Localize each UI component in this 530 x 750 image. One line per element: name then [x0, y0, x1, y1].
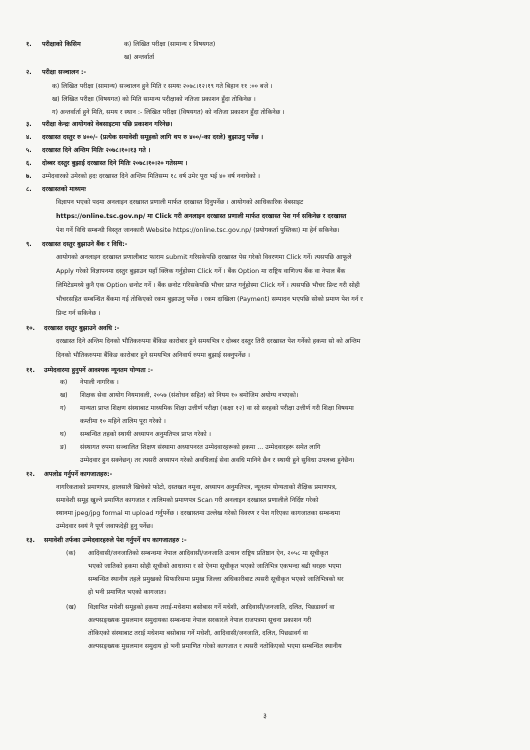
application-deadline: दरखास्त दिने अन्तिम मितिः २०७८।१०।१३ गते ।: [42, 147, 151, 154]
section-number: ११.: [26, 367, 35, 374]
section-number: १२.: [26, 471, 35, 478]
list-text: संस्थागत रुपमा सञ्चालित शिक्षण संस्थामा अध्यापनरत उम्मेदवारहरूको हकमा ... उम्मेदवारहरू समेत लागि: [80, 444, 321, 451]
section-number: ३.: [26, 121, 32, 128]
exam-center: परीक्षा केन्द्रः आयोगको वेबसाइटमा पछि प्रकाशन गरिनेछ।: [42, 121, 173, 128]
section-number: ६.: [26, 160, 32, 167]
section-title: दरखास्त दस्तुर बुझाउने बैंक र विधि:-: [42, 241, 128, 248]
section-title: परीक्षाको किसिम: [42, 41, 81, 48]
exam-schedule-c: ग) अन्तर्वार्ता हुने मिति, समय र स्थान :- लिखित परीक्षा (विषयगत) को नतिजा प्रकाशन हुँदा तोकिनेछ ।: [52, 109, 285, 116]
paragraph-line: पेश गर्ने विधि सम्बन्धी विस्तृत जानकारी Website https://online.tsc.gov.np/ (प्रयोगकर्ता पुस्तिका) मा हेर्न सकिनेछ।: [56, 227, 340, 234]
section-number: ९.: [26, 241, 32, 248]
paragraph-line: नागरिकताको प्रमाणपत्र, हालसालै खिचेको फोटो, दस्तखत नमूना, अध्यापन अनुमतिपत्र, न्यूनतम योग्यताको शैक्षिक प्रमाणपत्र,: [56, 484, 337, 491]
exam-schedule-a: क) लिखित परीक्षा (सामान्य) सञ्चालन हुने मिति र समयः २०७८।१२।१९ गते बिहान ११ :०० बजे ।: [52, 83, 273, 90]
section-6: [26, 159, 514, 168]
exam-type-a: क) लिखित परीक्षा (सामान्य र विषयगत): [124, 41, 216, 48]
list-text: अल्पसङ्ख्यक मुसलमान समुदायका सम्बन्धमा नेपाल सरकारले नेपाल राजपत्रमा सूचना प्रकाशन गरी: [88, 617, 312, 624]
qualification-list: [26, 378, 514, 465]
paragraph-line: https://online.tsc.gov.np/ मा Click गरी अनलाइन दरखास्त प्रणाली मार्फत दरखास्त पेश गर्न सकिनेछ र दरखास्त: [56, 213, 347, 220]
list-label: घ): [60, 431, 67, 438]
list-text: सम्बन्धित स्थानीय तहले प्रमुखको सिफारिसमा प्रमुख जिल्ला अधिकारीबाट त्यसरी सूचीकृत भएको जातिभित्रको थर: [88, 576, 344, 583]
paragraph-line: लिमिटेडमध्ये कुनै एक Option छनोट गर्ने । बैंक छनोट गरिसकेपछि भौचर प्राप्त गर्नुहोस्मा Click गर्ने । त्यसपछि भौचर प्रिन्ट गरी सोही: [56, 282, 360, 289]
list-label: ग): [60, 405, 67, 412]
paragraph-line: दिनको भौतिकरुपमा बैंकिङ कारोबार हुने समयभित्र अनिवार्य रुपमा बुझाई सक्नुपर्नेछ ।: [56, 352, 251, 359]
paragraph-line: उम्मेदवार स्वयं नै पूर्ण जवाफदेही हुनु पर्नेछ।: [56, 523, 154, 530]
list-label: (क): [66, 550, 76, 557]
section-1: [26, 40, 514, 49]
exam-schedule-b: ख) लिखित परीक्षा (विषयगत) को मिति सामान्य परीक्षाको नतिजा प्रकाशन हुँदा तोकिनेछ ।: [52, 96, 256, 103]
list-text: आदिवासी/जनजातिको सम्बन्धमा नेपाल आदिवासी/जनजाति उत्थान राष्ट्रिय प्रतिष्ठान ऐन, २०५८ मा सूचीकृत: [88, 550, 329, 557]
list-text: हो भनी प्रमाणित भएको कागजात।: [88, 589, 166, 596]
section-title: दरखास्त दस्तुर बुझाउने अवधि :-: [44, 325, 120, 332]
list-item: [60, 391, 514, 400]
list-text: तोकिएको संस्थाबाट तराई मधेशमा बसोबास गर्ने मधेशी, आदिवासी/जनजाति, दलित, पिछडावर्ग वा: [88, 630, 308, 637]
section-12-heading: [26, 470, 514, 479]
list-text: मान्यता प्राप्त शिक्षण संस्थाबाट माध्यमिक शिक्षा उत्तीर्ण परीक्षा (कक्षा १२) वा सो सरहको परीक्षा उत्तीर्ण गरी शिक्षा विषयमा: [80, 405, 354, 412]
list-text: नेपाली नागरिक ।: [80, 379, 119, 386]
double-fee-deadline: दोब्बर दस्तुर बुझाई दरखास्त दिने मितिः २०७८।१०।२० गतेसम्म ।: [42, 160, 188, 167]
section-title: परीक्षा सञ्चालन :-: [42, 69, 87, 76]
section-number: ७.: [26, 173, 32, 180]
list-item: [66, 603, 514, 651]
application-fee: दरखास्त दस्तुर रु ४००/- (प्रत्येक समावेशी समूहको लागि थप रु ४००/-का दरले) बुझाउनु पर्नेछ ।: [42, 134, 264, 141]
section-3: [26, 120, 514, 129]
section-title: उम्मेदवारमा हुनुपर्ने आवश्यक न्यूनतम योग्यता :-: [44, 367, 153, 374]
section-13-heading: [26, 536, 514, 545]
paragraph-line: प्रिन्ट गर्न सकिनेछ ।: [56, 310, 101, 317]
section-9-heading: [26, 240, 514, 249]
section-5: [26, 146, 514, 155]
section-title: अपलोड गर्नुपर्ने कागजातहरु:-: [44, 471, 113, 478]
section-4: [26, 133, 514, 142]
list-text: अल्पसङ्ख्यक मुसलमान समुदाय हो भनी प्रमाणित गरेको कागजात र त्यसरी नतोकिएको भएमा सम्बन्धित स्थानीय: [88, 643, 342, 650]
section-title: दरखास्तको माध्यमः: [42, 186, 86, 193]
list-item: [60, 443, 514, 465]
list-text: सम्बन्धित तहको स्थायी अध्यापन अनुमतिपत्र प्राप्त गरेको ।: [80, 431, 212, 438]
paragraph-line: Apply गरेको विज्ञापनमा दस्तुर बुझाउन यहाँ क्लिक गर्नुहोस्मा Click गर्ने । बैंक Option मा राष्ट्रिय वाणिज्य बैंक वा नेपाल बैंक: [56, 268, 346, 275]
section-number: १०.: [26, 325, 35, 332]
section-1-b-row: [26, 53, 514, 62]
list-text: विज्ञापित मधेशी समूहको हकमा तराई-मधेशमा बसोबास गर्ने मधेशी, आदिवासी/जनजाति, दलित, पिछडावर्ग वा: [88, 604, 335, 611]
section-2-heading: [26, 68, 514, 77]
section-number: १.: [26, 41, 32, 48]
application-medium-paragraph: [26, 198, 514, 235]
fee-period-paragraph: [26, 337, 514, 360]
paragraph-line: विज्ञापन भएको पदमा अनलाइन दरखास्त प्रणाली मार्फत दरखास्त दिनुपर्नेछ । आयोगको आधिकारिक वेबसाइट: [56, 199, 304, 206]
list-item: [60, 378, 514, 387]
section-number: ४.: [26, 134, 32, 141]
section-11-heading: [26, 366, 514, 375]
exam-type-b: ख) अन्तर्वार्ता: [124, 54, 155, 61]
paragraph-line: स्थानमा jpeg/jpg formal मा upload गर्नुपर्नेछ । दरखास्तमा उल्लेख गरेको विवरण र पेश गरिएका कागजातका सम्बन्धमा: [56, 510, 341, 517]
list-label: ङ): [60, 444, 67, 451]
upload-documents-paragraph: [26, 483, 514, 531]
paragraph-line: दरखास्त दिने अन्तिम दिनको भौतिकरुपमा बैंकिङ कारोबार हुने समयभित्र र दोब्बर दस्तुर तिरी दरखास्त पेश गर्नेको हकमा सो को अन्तिम: [56, 338, 361, 345]
list-text: शिक्षक सेवा आयोग नियमावली, २०५७ (संशोधन सहित) को नियम १० बमोजिम अयोग्य नभएको।: [80, 392, 299, 399]
list-text: कम्तीमा १० महिने तालिम पूरा गरेको ।: [80, 418, 166, 425]
fee-payment-paragraph: [26, 253, 514, 318]
inclusive-documents-list: [26, 549, 514, 651]
list-item: [60, 430, 514, 439]
section-number: ८.: [26, 186, 32, 193]
paragraph-line: भौचरसहित सम्बन्धित बैंकमा गई तोकिएको रकम बुझाउनु पर्नेछ । रकम दाखिला (Payment) सम्पादन भएपछि सोको प्रमाण पेश गर्न र: [56, 296, 363, 303]
section-number: १३.: [26, 537, 35, 544]
list-label: क): [60, 379, 68, 386]
list-label: (ख): [66, 604, 77, 611]
list-item: [66, 549, 514, 597]
section-10-heading: [26, 324, 514, 333]
list-item: [60, 404, 514, 430]
section-number: २.: [26, 69, 32, 76]
section-title: समावेशी तर्फका उम्मेदवारहरुले पेश गर्नुपर्ने थप कागजातहरु :-: [44, 537, 187, 544]
list-text: भएको जातिको हकमा सोही सूचीको आधारमा र सो ऐनमा सूचीकृत भएको जातिभित्र एकभन्दा बढी थरहरु भएमा: [88, 563, 342, 570]
age-limit: उम्मेदवारको उमेरको हदः दरखास्त दिने अन्तिम मितिसम्म १८ वर्ष उमेर पूरा भई ४० वर्ष ननाघेको ।: [42, 173, 260, 180]
list-text: उम्मेदवार हुन सक्नेछन्। तर त्यसरी अध्यापन गरेको अवधिलाई सेवा अवधि मानिने छैन र स्थायी हुने सुविधा उपलब्ध हुनेछैन।: [80, 457, 355, 464]
section-8-heading: [26, 185, 514, 194]
list-label: ख): [60, 392, 68, 399]
section-7: [26, 172, 514, 181]
paragraph-line: आयोगको अनलाइन दरखास्त प्रणालीबाट फाराम submit गरिसकेपछि दरखास्त पेस गरेको विवरणमा Click गर्ने। त्यसपछि आफूले: [56, 254, 352, 261]
paragraph-line: समावेशी समूह खुल्ने प्रमाणित कागजात र तालिमको प्रमाणपत्र Scan गरी अनलाइन दरखास्त प्रणालीले निर्दिष्ट गरेको: [56, 497, 319, 504]
page-number: ३: [263, 712, 267, 720]
section-number: ५.: [26, 147, 32, 154]
